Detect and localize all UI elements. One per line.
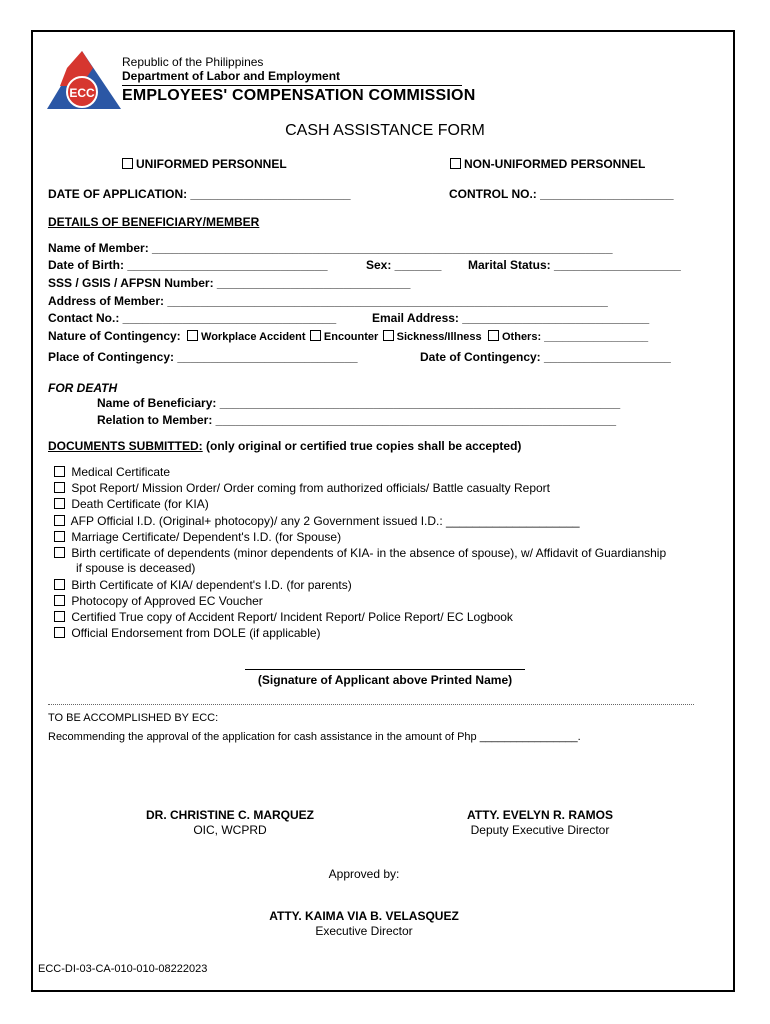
marital-status-field[interactable]: Marital Status: ___________________ bbox=[468, 258, 681, 272]
doc-item-ec-voucher[interactable] bbox=[54, 594, 263, 608]
signer3-name: ATTY. KAIMA VIA B. VELASQUEZ bbox=[269, 909, 459, 923]
control-no-field[interactable]: CONTROL NO.: ____________________ bbox=[449, 187, 674, 201]
nature-of-contingency-row bbox=[48, 329, 648, 343]
beneficiary-name-field[interactable]: Name of Beneficiary: ____________________________________________________________ bbox=[97, 396, 621, 410]
doc-label: Death Certificate (for KIA) bbox=[71, 497, 209, 511]
uniformed-checkbox[interactable] bbox=[122, 158, 133, 169]
contact-no-field[interactable]: Contact No.: ________________________________ bbox=[48, 311, 337, 325]
republic-label: Republic of the Philippines bbox=[122, 55, 264, 69]
nature-label: Nature of Contingency: bbox=[48, 329, 181, 343]
sss-number-field[interactable]: SSS / GSIS / AFPSN Number: _____________________________ bbox=[48, 276, 411, 290]
address-field[interactable]: Address of Member: __________________________________________________________________ bbox=[48, 294, 608, 308]
checkbox[interactable] bbox=[54, 627, 65, 638]
signature-line[interactable] bbox=[245, 669, 525, 670]
ecc-logo-icon bbox=[45, 48, 123, 112]
non-uniformed-checkbox[interactable] bbox=[450, 158, 461, 169]
doc-label: Birth certificate of dependents (minor dependents of KIA- in the absence of spouse), w/ Affidavit of Guardianship bbox=[71, 546, 667, 560]
date-of-birth-field[interactable]: Date of Birth: ______________________________ bbox=[48, 258, 328, 272]
option-label: Encounter bbox=[323, 331, 379, 343]
doc-item-death-certificate[interactable] bbox=[54, 497, 209, 511]
checkbox[interactable] bbox=[54, 531, 65, 542]
documents-heading bbox=[48, 439, 521, 453]
form-border bbox=[31, 30, 735, 992]
uniformed-label: UNIFORMED PERSONNEL bbox=[136, 157, 287, 171]
checkbox[interactable] bbox=[54, 466, 65, 477]
email-field[interactable]: Email Address: ____________________________ bbox=[372, 311, 650, 325]
sex-field[interactable]: Sex: _______ bbox=[366, 258, 442, 272]
ecc-heading: TO BE ACCOMPLISHED BY ECC: bbox=[48, 712, 219, 724]
doc-label: Birth Certificate of KIA/ dependent's I.D. (for parents) bbox=[71, 578, 352, 592]
place-of-contingency-field[interactable]: Place of Contingency: ___________________________ bbox=[48, 350, 358, 364]
doc-label: Marriage Certificate/ Dependent's I.D. (for Spouse) bbox=[71, 530, 342, 544]
signature-label: (Signature of Applicant above Printed Name) bbox=[257, 673, 513, 687]
approved-by-label: Approved by: bbox=[328, 867, 400, 881]
name-of-member-field[interactable]: Name of Member: _____________________________________________________________________ bbox=[48, 241, 613, 255]
doc-item-spot-report[interactable] bbox=[54, 481, 550, 495]
doc-item-medical[interactable] bbox=[54, 465, 170, 479]
checkbox[interactable] bbox=[54, 482, 65, 493]
non-uniformed-option[interactable] bbox=[450, 157, 645, 171]
details-heading: DETAILS OF BENEFICIARY/MEMBER bbox=[48, 215, 260, 229]
option-label: Others: _________________ bbox=[502, 331, 649, 343]
logo-divider bbox=[122, 85, 462, 86]
checkbox[interactable] bbox=[310, 330, 321, 341]
checkbox[interactable] bbox=[54, 547, 65, 558]
signer1-title: OIC, WCPRD bbox=[193, 823, 267, 837]
doc-label: Photocopy of Approved EC Voucher bbox=[71, 594, 263, 608]
signer2-title: Deputy Executive Director bbox=[470, 823, 610, 837]
recommendation-text[interactable]: Recommending the approval of the application for cash assistance in the amount of Php ________________. bbox=[48, 731, 581, 743]
signer2-name: ATTY. EVELYN R. RAMOS bbox=[466, 808, 614, 822]
doc-item-dole-endorsement[interactable] bbox=[54, 626, 321, 640]
signer3-title: Executive Director bbox=[315, 924, 413, 938]
logo-emblem-text: ECC bbox=[69, 86, 95, 100]
doc-item-continuation: if spouse is deceased) bbox=[76, 561, 196, 575]
documents-note: (only original or certified true copies shall be accepted) bbox=[206, 439, 522, 453]
option-label: Sickness/Illness bbox=[396, 331, 482, 343]
date-of-contingency-field[interactable]: Date of Contingency: ___________________ bbox=[420, 350, 671, 364]
checkbox[interactable] bbox=[54, 498, 65, 509]
checkbox[interactable] bbox=[383, 330, 394, 341]
checkbox[interactable] bbox=[54, 611, 65, 622]
doc-item-marriage-certificate[interactable] bbox=[54, 530, 341, 544]
section-divider bbox=[48, 704, 694, 705]
option-label: Workplace Accident bbox=[201, 331, 306, 343]
doc-item-accident-report[interactable] bbox=[54, 610, 513, 624]
doc-item-afp-id[interactable] bbox=[54, 514, 580, 528]
checkbox[interactable] bbox=[488, 330, 499, 341]
signer1-name: DR. CHRISTINE C. MARQUEZ bbox=[146, 808, 314, 822]
department-label: Department of Labor and Employment bbox=[122, 69, 341, 83]
nature-option-encounter[interactable] bbox=[310, 331, 378, 343]
doc-label: AFP Official I.D. (Original+ photocopy)/ any 2 Government issued I.D.: ____________________ bbox=[70, 514, 580, 528]
checkbox[interactable] bbox=[54, 579, 65, 590]
nature-option-workplace[interactable] bbox=[187, 331, 306, 343]
doc-label: Official Endorsement from DOLE (if applicable) bbox=[71, 626, 321, 640]
doc-label: Certified True copy of Accident Report/ Incident Report/ Police Report/ EC Logbook bbox=[71, 610, 513, 624]
documents-title: DOCUMENTS SUBMITTED: bbox=[48, 439, 203, 453]
form-code: ECC-DI-03-CA-010-010-08222023 bbox=[38, 963, 208, 975]
nature-option-sickness[interactable] bbox=[383, 331, 482, 343]
checkbox[interactable] bbox=[54, 515, 65, 526]
non-uniformed-label: NON-UNIFORMED PERSONNEL bbox=[464, 157, 646, 171]
relation-field[interactable]: Relation to Member: ____________________________________________________________ bbox=[97, 413, 617, 427]
checkbox[interactable] bbox=[187, 330, 198, 341]
nature-option-others[interactable] bbox=[488, 331, 648, 343]
doc-item-birth-certificate-dependents[interactable] bbox=[54, 546, 666, 560]
commission-label: EMPLOYEES' COMPENSATION COMMISSION bbox=[122, 87, 476, 104]
checkbox[interactable] bbox=[54, 595, 65, 606]
uniformed-option[interactable] bbox=[122, 157, 287, 171]
doc-label: Spot Report/ Mission Order/ Order coming from authorized officials/ Battle casualty Report bbox=[71, 481, 550, 495]
doc-label: Medical Certificate bbox=[71, 465, 171, 479]
doc-item-birth-certificate-kia[interactable] bbox=[54, 578, 352, 592]
for-death-heading: FOR DEATH bbox=[48, 381, 118, 395]
date-of-application-field[interactable]: DATE OF APPLICATION: ________________________ bbox=[48, 187, 351, 201]
form-title: CASH ASSISTANCE FORM bbox=[285, 122, 485, 139]
